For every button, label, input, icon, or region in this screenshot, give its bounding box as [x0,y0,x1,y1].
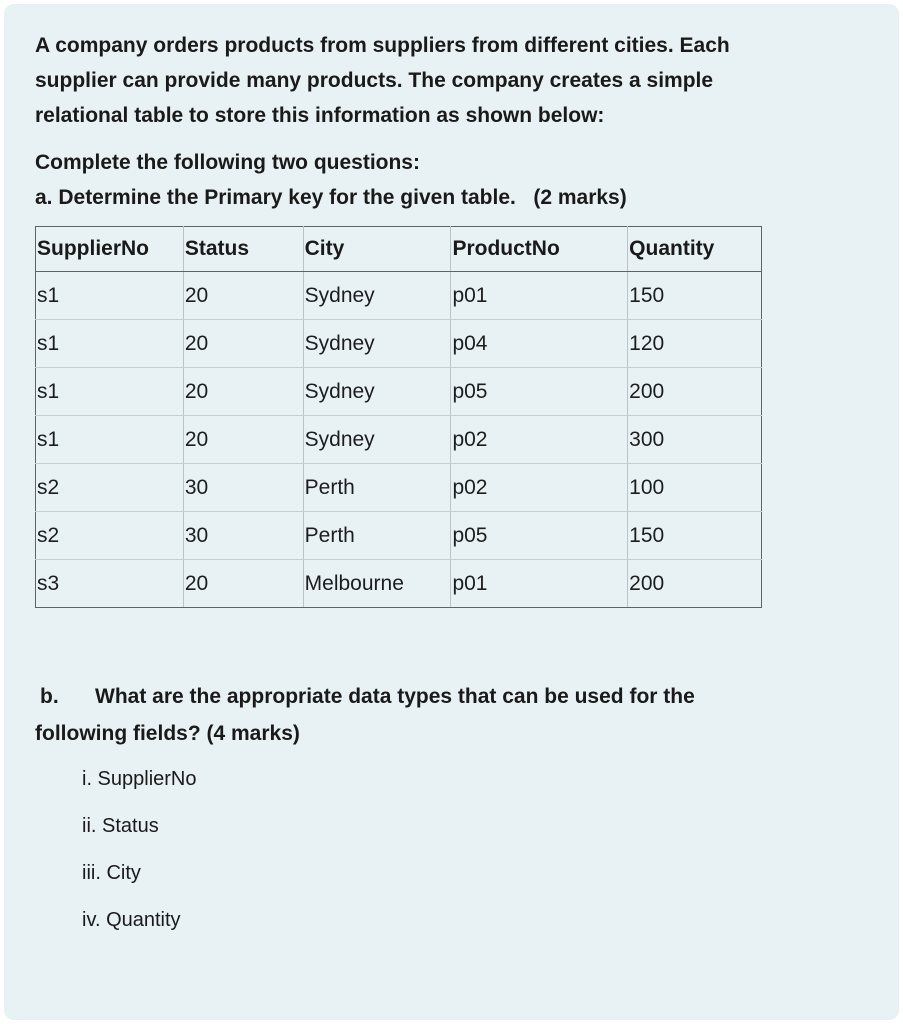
question-b-line [35,678,835,715]
column-header-productno: ProductNo [451,227,628,272]
cell-supplierno: s1 [36,368,184,416]
cell-supplierno: s1 [36,272,184,320]
cell-quantity: 100 [628,464,762,512]
question-b [35,678,835,752]
cell-supplierno: s1 [36,320,184,368]
cell-productno: p02 [451,464,628,512]
cell-city: Perth [303,512,451,560]
intro-paragraph [35,28,865,133]
cell-quantity: 300 [628,416,762,464]
column-header-city: City [303,227,451,272]
cell-productno: p05 [451,368,628,416]
question-b-text: What are the appropriate data types that can be used for the [95,685,695,708]
cell-status: 20 [183,320,303,368]
cell-quantity: 200 [628,368,762,416]
cell-supplierno: s3 [36,560,184,608]
table-row [36,320,762,368]
cell-quantity: 120 [628,320,762,368]
cell-productno: p01 [451,272,628,320]
cell-quantity: 200 [628,560,762,608]
cell-city: Perth [303,464,451,512]
questions-heading: Complete the following two questions: [35,151,420,174]
cell-status: 30 [183,464,303,512]
cell-status: 20 [183,272,303,320]
column-header-supplierno: SupplierNo [36,227,184,272]
column-header-quantity: Quantity [628,227,762,272]
question-b-label: b. [40,685,59,708]
cell-productno: p04 [451,320,628,368]
field-list [82,762,197,950]
cell-status: 20 [183,560,303,608]
cell-city: Melbourne [303,560,451,608]
cell-status: 30 [183,512,303,560]
table-row [36,560,762,608]
cell-status: 20 [183,368,303,416]
question-a: a. Determine the Primary key for the given table. (2 marks) [35,186,627,209]
table-row [36,416,762,464]
cell-productno: p05 [451,512,628,560]
cell-productno: p01 [451,560,628,608]
intro-line: A company orders products from suppliers from different cities. Each [35,34,730,57]
cell-city: Sydney [303,272,451,320]
questions-block [35,145,865,215]
intro-line: supplier can provide many products. The company creates a simple [35,69,714,92]
column-header-status: Status [183,227,303,272]
table-header-row [36,227,762,272]
list-item: iv. Quantity [82,909,181,931]
table-row [36,512,762,560]
cell-city: Sydney [303,320,451,368]
table-row [36,368,762,416]
list-item: ii. Status [82,815,159,837]
table-row [36,272,762,320]
list-item: iii. City [82,862,141,884]
cell-quantity: 150 [628,512,762,560]
intro-line: relational table to store this information as shown below: [35,104,605,127]
cell-supplierno: s2 [36,464,184,512]
cell-city: Sydney [303,368,451,416]
cell-supplierno: s1 [36,416,184,464]
list-item: i. SupplierNo [82,768,197,790]
question-b-line: following fields? (4 marks) [35,722,300,745]
supplier-table [35,226,762,608]
cell-supplierno: s2 [36,512,184,560]
cell-productno: p02 [451,416,628,464]
cell-city: Sydney [303,416,451,464]
cell-quantity: 150 [628,272,762,320]
cell-status: 20 [183,416,303,464]
table-row [36,464,762,512]
